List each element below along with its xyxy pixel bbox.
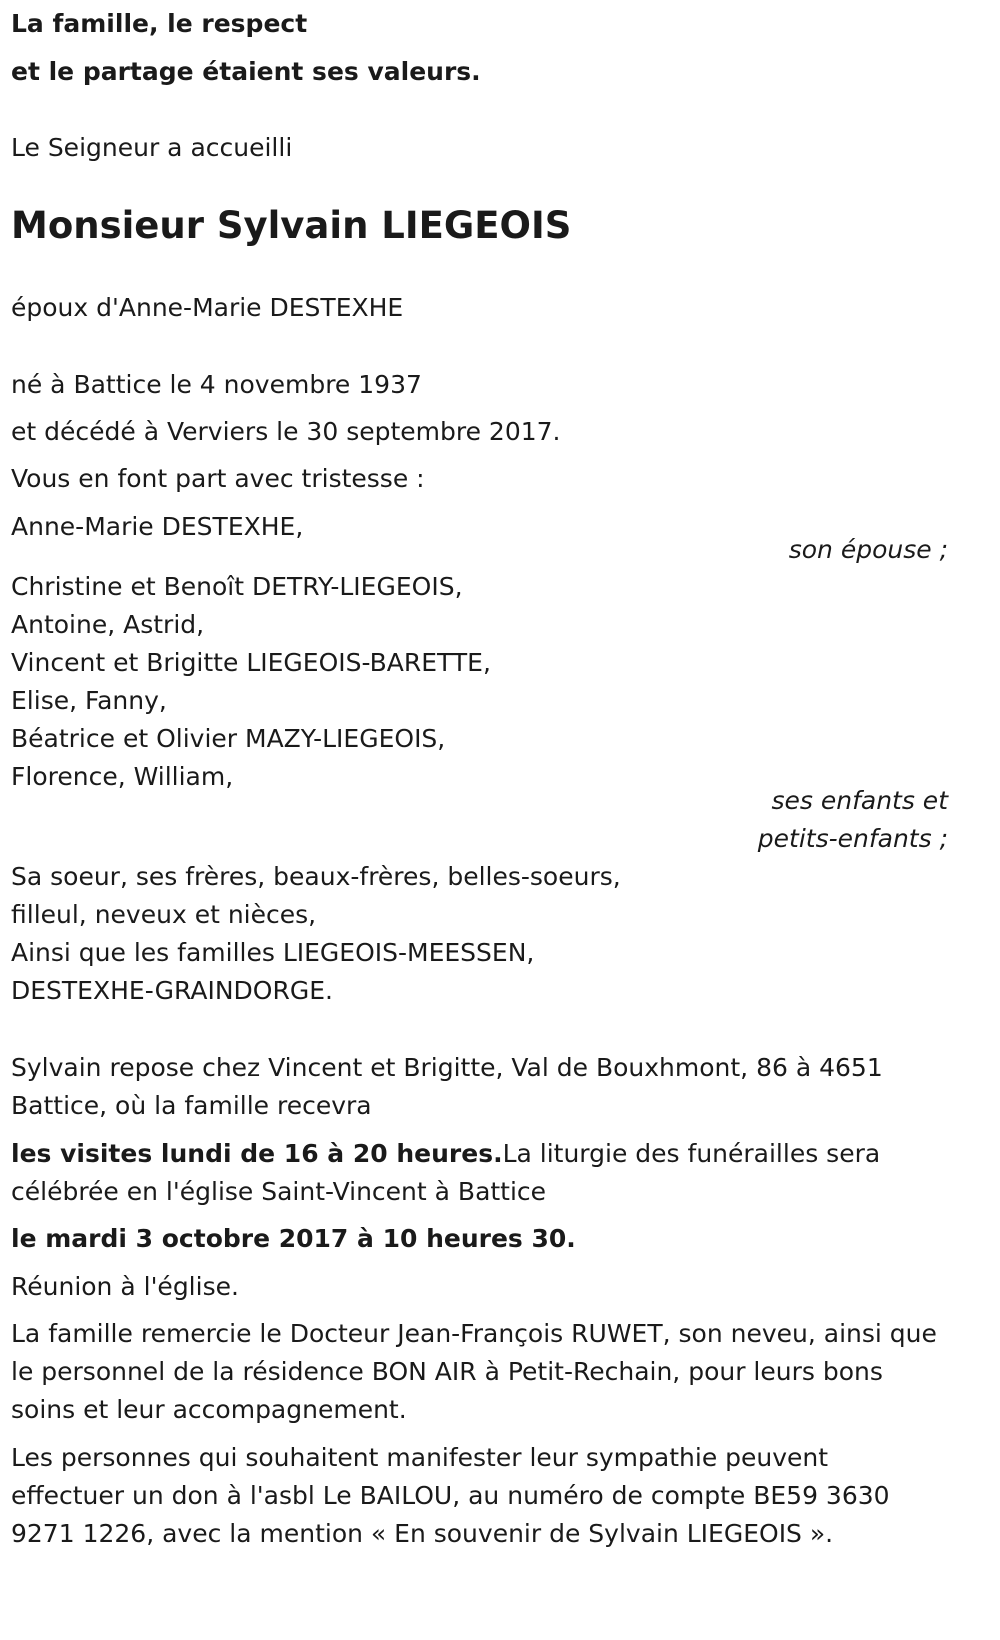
list-item: Ainsi que les familles LIEGEOIS-MEESSEN, <box>11 938 535 967</box>
list-item: Florence, William, <box>11 762 234 791</box>
spouse-of: époux d'Anne-Marie DESTEXHE <box>11 293 404 322</box>
spouse-role: son épouse ; <box>788 535 948 564</box>
children-role-line-2: petits-enfants ; <box>757 824 948 853</box>
visits-line-1 <box>11 1135 880 1173</box>
list-item: Béatrice et Olivier MAZY-LIEGEOIS, <box>11 724 446 753</box>
children-role-line-1: ses enfants et <box>771 786 948 815</box>
deceased-name: Monsieur Sylvain LIEGEOIS <box>11 204 572 247</box>
funeral-date: le mardi 3 octobre 2017 à 10 heures 30. <box>11 1224 576 1253</box>
paragraph-line: le personnel de la résidence BON AIR à Petit-Rechain, pour leurs bons <box>11 1357 883 1386</box>
repose-line-2: Battice, où la famille recevra <box>11 1091 372 1120</box>
announce-text: Vous en font part avec tristesse : <box>11 464 425 493</box>
visits-line-2: célébrée en l'église Saint-Vincent à Battice <box>11 1177 547 1206</box>
intro-text: Le Seigneur a accueilli <box>11 133 293 162</box>
list-item: Sa soeur, ses frères, beaux-frères, belles-soeurs, <box>11 862 621 891</box>
repose-line-1: Sylvain repose chez Vincent et Brigitte, Val de Bouxhmont, 86 à 4651 <box>11 1053 883 1082</box>
death-info: et décédé à Verviers le 30 septembre 2017. <box>11 417 561 446</box>
paragraph-line: soins et leur accompagnement. <box>11 1395 407 1424</box>
birth-info: né à Battice le 4 novembre 1937 <box>11 370 422 399</box>
list-item: Antoine, Astrid, <box>11 610 205 639</box>
paragraph-line: 9271 1226, avec la mention « En souvenir de Sylvain LIEGEOIS ». <box>11 1519 834 1548</box>
visits-rest: La liturgie des funérailles sera <box>502 1139 881 1168</box>
motto-line-2: et le partage étaient ses valeurs. <box>11 57 481 86</box>
motto-line-1: La famille, le respect <box>11 9 308 38</box>
list-item: filleul, neveux et nièces, <box>11 900 317 929</box>
paragraph-line: Les personnes qui souhaitent manifester leur sympathie peuvent <box>11 1443 829 1472</box>
visits-bold: les visites lundi de 16 à 20 heures. <box>11 1139 503 1168</box>
list-item: Christine et Benoît DETRY-LIEGEOIS, <box>11 572 463 601</box>
list-item: Vincent et Brigitte LIEGEOIS-BARETTE, <box>11 648 491 677</box>
reunion-text: Réunion à l'église. <box>11 1272 239 1301</box>
paragraph-line: effectuer un don à l'asbl Le BAILOU, au numéro de compte BE59 3630 <box>11 1481 890 1510</box>
list-item: DESTEXHE-GRAINDORGE. <box>11 976 333 1005</box>
spouse-name: Anne-Marie DESTEXHE, <box>11 512 304 541</box>
paragraph-line: La famille remercie le Docteur Jean-François RUWET, son neveu, ainsi que <box>11 1319 937 1348</box>
list-item: Elise, Fanny, <box>11 686 167 715</box>
